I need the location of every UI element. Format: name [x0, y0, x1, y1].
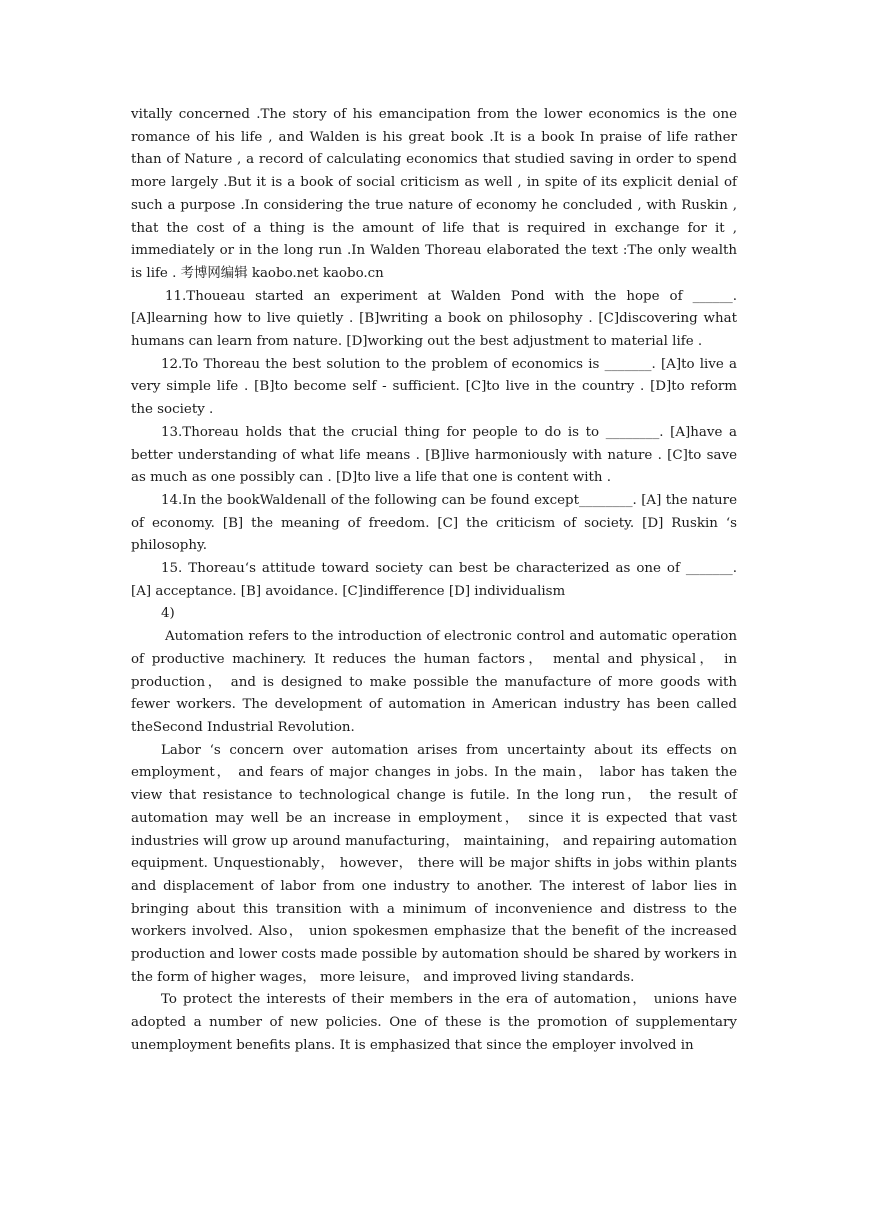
- passage-3-ending: vitally concerned .The story of his emancipation from the lower economics is the one romance of his life , and Walden is his great book .It is a book In praise of life rather than of Nature , a record of calculating economics that studied saving in order to spend more largely .But it is a book of social criticism as well , in spite of its explicit denial of such a purpose .In considering the true nature of economy he concluded , with Ruskin , that the cost of a thing is the amount of life that is required in exchange for it , immediately or in the long run .In Walden Thoreau elaborated the text :The only wealth is life . 考博网编辑 kaobo.net kaobo.cn: [131, 107, 737, 281]
- document-page: [131, 104, 737, 1058]
- question-15: 15. Thoreau‘s attitude toward society can best be characterized as one of _______. [A] acceptance. [B] avoidance. [C]indifference [D] individualism: [131, 561, 737, 599]
- question-13: 13.Thoreau holds that the crucial thing for people to do is to ________. [A]have a better understanding of what life means . [B]live harmoniously with nature . [C]to save as much as one possibly can . [D]to live a life that one is content with .: [131, 424, 737, 486]
- passage-4-paragraph-1: Automation refers to the introduction of electronic control and automatic operation of productive machinery. It reduces the human factors， mental and physical， in production， and is designed to make possible the manufacture of more goods with fewer workers. The development of automation in American industry has been called theSecond Industrial Revolution.: [131, 629, 737, 735]
- question-12: 12.To Thoreau the best solution to the problem of economics is _______. [A]to live a very simple life . [B]to become self - sufficient. [C]to live in the country . [D]to reform the society .: [131, 356, 737, 418]
- passage-4-paragraph-2: Labor ‘s concern over automation arises from uncertainty about its effects on employment， and fears of major changes in jobs. In the main， labor has taken the view that resistance to technological change is futile. In the long run， the result of automation may well be an increase in employment， since it is expected that vast industries will grow up around manufacturing， maintaining， and repairing automation equipment. Unquestionably， however， there will be major shifts in jobs within plants and displacement of labor from one industry to another. The interest of labor lies in bringing about this transition with a minimum of inconvenience and distress to the workers involved. Also， union spokesmen emphasize that the benefit of the increased production and lower costs made possible by automation should be shared by workers in the form of higher wages， more leisure， and improved living standards.: [131, 742, 737, 985]
- question-14: 14.In the bookWaldenall of the following can be found except________. [A] the nature of economy. [B] the meaning of freedom. [C] the criticism of society. [D] Ruskin ‘s philosophy.: [131, 492, 737, 554]
- passage-4-paragraph-3: To protect the interests of their members in the era of automation， unions have adopted a number of new policies. One of these is the promotion of supplementary unemployment benefits plans. It is emphasized that since the employer involved in: [131, 992, 737, 1053]
- question-11: 11.Thoueau started an experiment at Walden Pond with the hope of ______. [A]learning how to live quietly . [B]writing a book on philosophy . [C]discovering what humans can learn from nature. [D]working out the best adjustment to material life .: [131, 288, 737, 350]
- section-number: 4): [161, 606, 175, 622]
